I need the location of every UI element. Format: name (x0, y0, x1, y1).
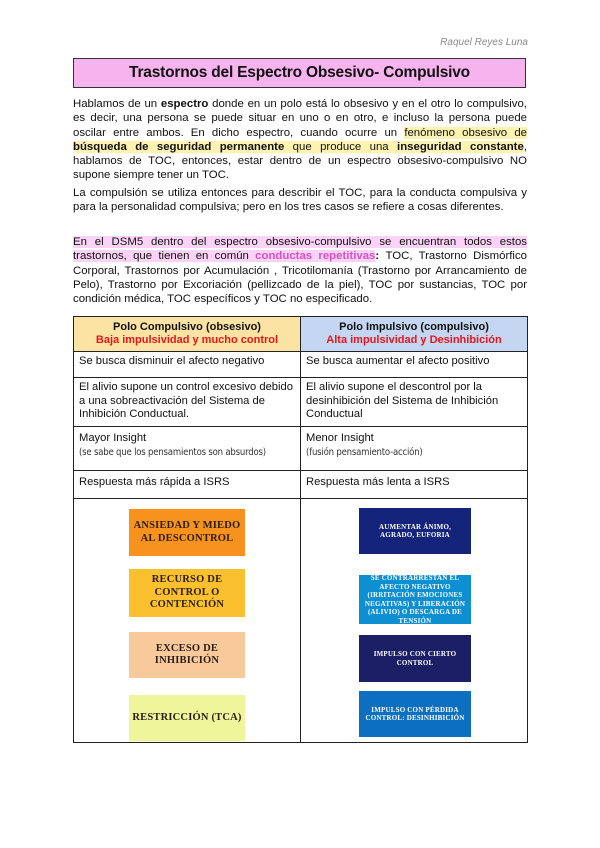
table-row (74, 427, 528, 471)
table-row (74, 471, 528, 499)
header-polo-impulsivo: Polo Impulsivo (compulsivo) Alta impulsividad y Desinhibición (301, 317, 528, 352)
term-conductas-repetitivas: conductas repetitivas (255, 250, 376, 263)
page-title: Trastornos del Espectro Obsesivo- Compulsivo (129, 64, 470, 81)
paragraph-compulsion: La compulsión se utiliza entonces para describir el TOC, para la conducta compulsiva y para la personalidad compulsiva; pero en los tres casos se refiere a cosas diferentes. (73, 187, 527, 214)
table-row (74, 352, 528, 378)
title-box (73, 58, 526, 88)
card-impulso-perdida: IMPULSO CON PÉRDIDA CONTROL: DESINHIBICIÓN (359, 691, 471, 737)
table-cell: El alivio supone un control excesivo debido a una sobreactivación del Sistema de Inhibición Conductual. (74, 378, 301, 427)
comparison-table (73, 316, 528, 743)
table-cell: Se busca aumentar el afecto positivo (301, 352, 528, 378)
highlight-fenomeno: fenómeno obsesivo de búsqueda de seguridad permanente que produce una inseguridad constante (73, 126, 527, 153)
card-restriccion: RESTRICCIÓN (TCA) (129, 695, 245, 741)
left-cards-cell (74, 499, 301, 743)
table-cell: Menor Insight (fusión pensamiento-acción) (301, 427, 528, 471)
table-row (74, 378, 528, 427)
paragraph-dsm5: En el DSM5 dentro del espectro obsesivo-compulsivo se encuentran todos estos trastornos, que tienen en común conductas repetitivas: TOC, Trastorno Dismórfico Corporal, Trastornos por Acumulación , Tricotilomanía (Trastorno por Arrancamiento de Pelo), Trastorno por Excoriación (pellizcado de la piel), TOC por sustancias, TOC por condición médica, TOC específicos y TOC no especificado. (73, 236, 527, 306)
table-cell: El alivio supone el descontrol por la desinhibición del Sistema de Inhibición Conductual (301, 378, 528, 427)
cards-row (74, 499, 528, 743)
card-ansiedad: ANSIEDAD Y MIEDO AL DESCONTROL (129, 509, 245, 556)
term-espectro: espectro (160, 98, 209, 110)
table-header-row (74, 317, 528, 352)
table-cell: Mayor Insight (se sabe que los pensamientos son absurdos) (74, 427, 301, 471)
highlight-trastornos: En el DSM5 dentro del espectro obsesivo-compulsivo se encuentran todos estos trastornos, que tienen en común conductas repetitivas (73, 236, 527, 263)
card-contrarrestan: SE CONTRARRESTAN EL AFECTO NEGATIVO (IRRITACIÓN EMOCIONES NEGATIVAS) Y LIBERACIÓN (ALIVIO) O DESCARGA DE TENSIÓN (359, 575, 471, 624)
header-polo-compulsivo: Polo Compulsivo (obsesivo) Baja impulsividad y mucho control (74, 317, 301, 352)
card-aumentar-animo: AUMENTAR ÁNIMO, AGRADO, EUFORIA (359, 508, 471, 554)
table-cell: Respuesta más rápida a ISRS (74, 471, 301, 499)
table-cell: Se busca disminuir el afecto negativo (74, 352, 301, 378)
card-impulso-control: IMPULSO CON CIERTO CONTROL (359, 635, 471, 682)
card-recurso-control: RECURSO DE CONTROL O CONTENCIÓN (129, 569, 245, 617)
card-exceso-inhibicion: EXCESO DE INHIBICIÓN (129, 632, 245, 678)
right-cards-cell (301, 499, 528, 743)
table-cell: Respuesta más lenta a ISRS (301, 471, 528, 499)
author-name: Raquel Reyes Luna (440, 37, 528, 48)
paragraph-spectrum: Hablamos de un espectro donde en un polo está lo obsesivo y en el otro lo compulsivo, es decir, una persona se puede situar en uno o en otro, e incluso la persona puede oscilar entre ambos. En dicho espectro, cuando ocurre un fenómeno obsesivo de búsqueda de seguridad permanente que produce una inseguridad constante, hablamos de TOC, entonces, estar dentro de un espectro obsesivo-compulsivo NO supone siempre tener un TOC. (73, 98, 527, 182)
